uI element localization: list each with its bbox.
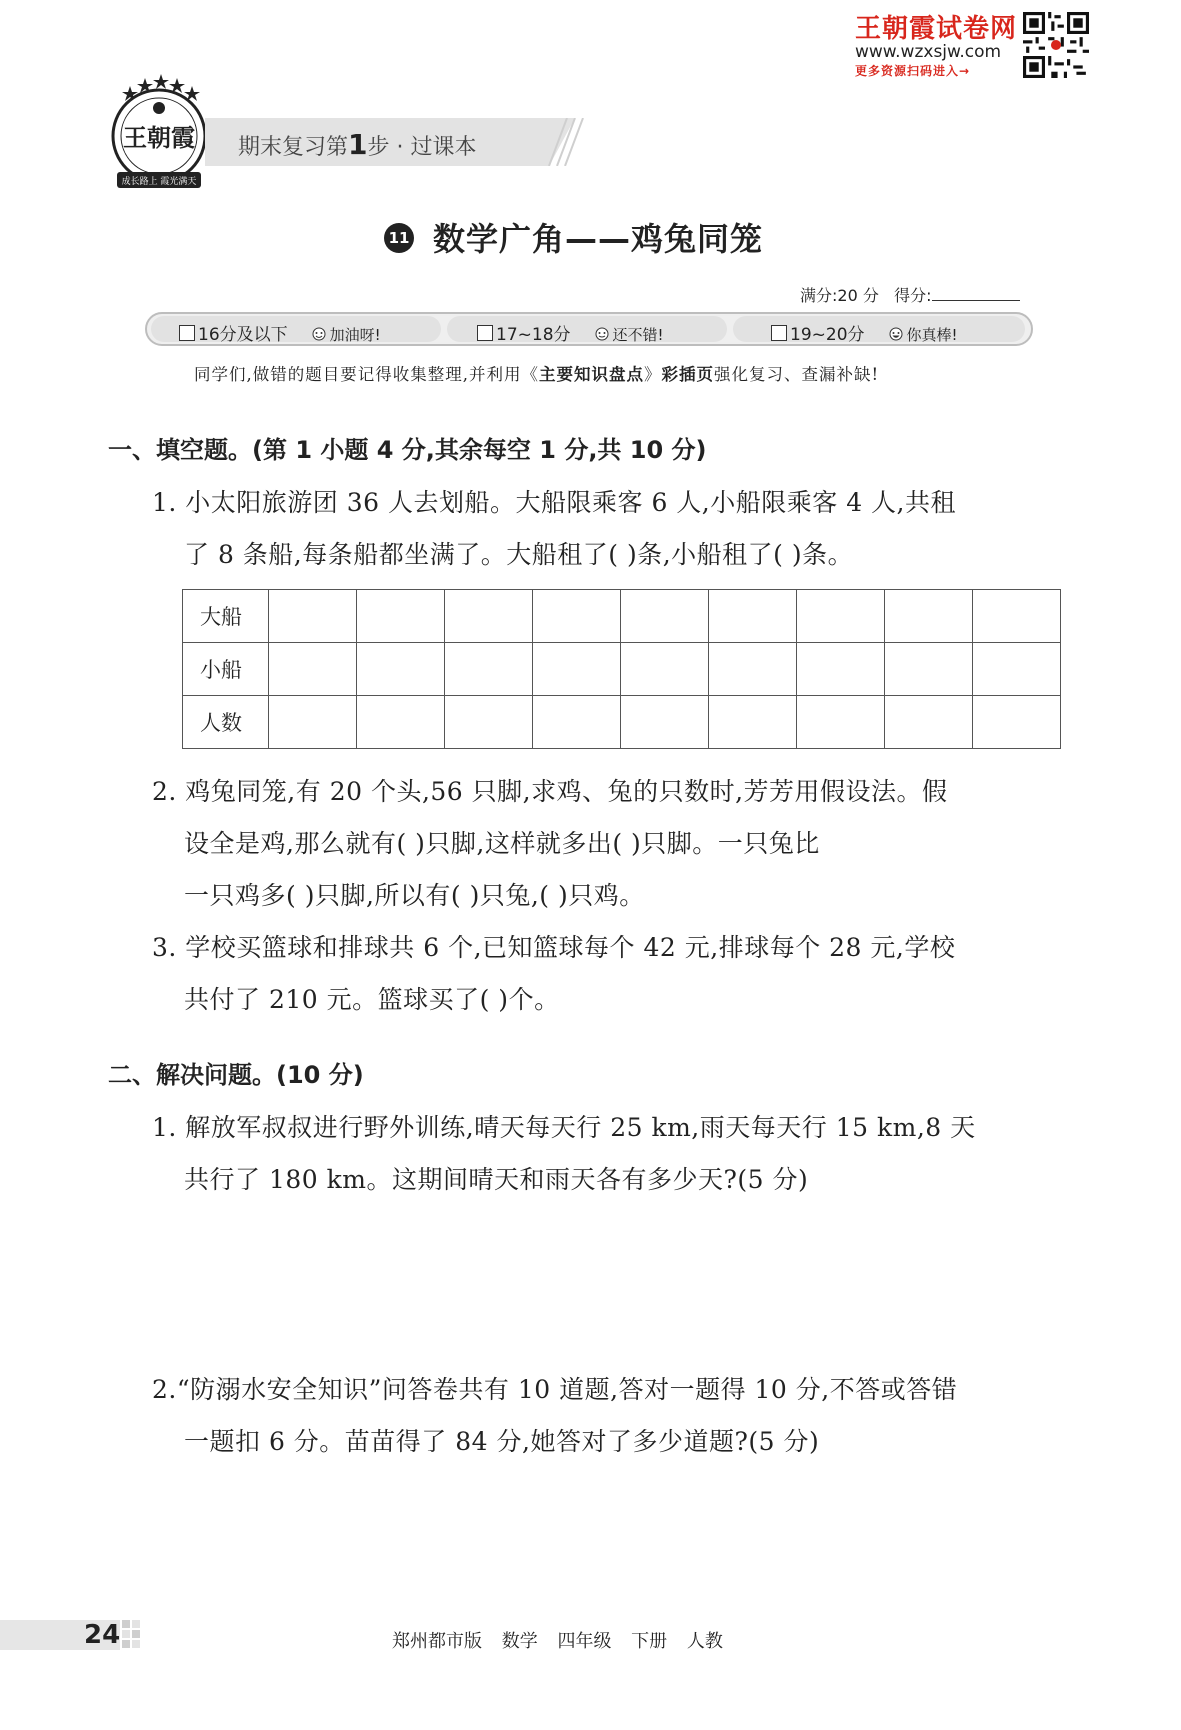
question-1-2-line2[interactable]: 设全是鸡,那么就有( )只脚,这样就多出( )只脚。一只兔比 bbox=[184, 829, 820, 858]
table-cell[interactable] bbox=[621, 590, 709, 643]
boat-table bbox=[182, 589, 1061, 749]
table-cell[interactable] bbox=[621, 643, 709, 696]
brand-url[interactable]: www.wzxsjw.com bbox=[855, 42, 1002, 62]
table-cell[interactable] bbox=[269, 643, 357, 696]
brand-slogan: 更多资源扫码进入→ bbox=[855, 64, 971, 78]
table-cell[interactable] bbox=[885, 590, 973, 643]
wangzhaoxia-logo bbox=[103, 72, 215, 200]
table-row bbox=[183, 696, 1061, 749]
brand-name: 王朝霞试卷网 bbox=[855, 14, 1018, 44]
review-note: 同学们,做错的题目要记得收集整理,并利用《主要知识盘点》彩插页强化复习、查漏补缺! bbox=[194, 365, 880, 384]
logo-name: 王朝霞 bbox=[123, 123, 195, 152]
question-2-1-line2: 共行了 180 km。这期间晴天和雨天各有多少天?(5 分) bbox=[184, 1165, 809, 1194]
table-cell[interactable] bbox=[885, 643, 973, 696]
table-row-label: 人数 bbox=[183, 696, 269, 749]
question-1-3-line1: 3. 学校买篮球和排球共 6 个,已知篮球每个 42 元,排球每个 28 元,学校 bbox=[152, 933, 956, 962]
page-corner-squares bbox=[122, 1620, 150, 1650]
smile-face-icon bbox=[593, 326, 611, 342]
table-cell[interactable] bbox=[445, 643, 533, 696]
table-cell[interactable] bbox=[797, 643, 885, 696]
score-label: 得分: bbox=[894, 286, 932, 305]
unit-number-badge: 11 bbox=[384, 223, 414, 253]
table-row-label: 大船 bbox=[183, 590, 269, 643]
question-1-1-line1: 1. 小太阳旅游团 36 人去划船。大船限乘客 6 人,小船限乘客 4 人,共租 bbox=[152, 488, 956, 517]
qr-code-icon[interactable] bbox=[1023, 12, 1089, 78]
happy-face-icon bbox=[887, 326, 905, 342]
step-banner-text: 期末复习第1步 · 过课本 bbox=[238, 128, 477, 161]
level-checkbox bbox=[179, 325, 195, 341]
page-number: 24 bbox=[84, 1620, 121, 1650]
cheer-face-icon bbox=[310, 326, 328, 342]
table-cell[interactable] bbox=[357, 643, 445, 696]
question-2-1-line1: 1. 解放军叔叔进行野外训练,晴天每天行 25 km,雨天每天行 15 km,8 天 bbox=[152, 1113, 976, 1142]
table-cell[interactable] bbox=[269, 590, 357, 643]
logo-motto: 成长路上 霞光满天 bbox=[121, 177, 197, 187]
table-cell[interactable] bbox=[709, 643, 797, 696]
table-cell[interactable] bbox=[445, 590, 533, 643]
score-blank[interactable] bbox=[932, 286, 1020, 301]
table-cell[interactable] bbox=[797, 590, 885, 643]
table-cell[interactable] bbox=[621, 696, 709, 749]
question-2-2-line1: 2.“防溺水安全知识”问答卷共有 10 道题,答对一题得 10 分,不答或答错 bbox=[152, 1375, 958, 1404]
table-cell[interactable] bbox=[445, 696, 533, 749]
level-checkbox bbox=[477, 325, 493, 341]
section-1-heading: 一、填空题。(第 1 小题 4 分,其余每空 1 分,共 10 分) bbox=[108, 436, 707, 464]
question-1-1-line2[interactable]: 了 8 条船,每条船都坐满了。大船租了( )条,小船租了( )条。 bbox=[184, 540, 854, 569]
table-cell[interactable] bbox=[533, 590, 621, 643]
level-high[interactable]: 19~20分 你真棒! bbox=[771, 320, 958, 345]
full-score: 满分:20 分 bbox=[800, 286, 879, 305]
table-row-label: 小船 bbox=[183, 643, 269, 696]
table-cell[interactable] bbox=[709, 590, 797, 643]
question-1-2-line3[interactable]: 一只鸡多( )只脚,所以有( )只兔,( )只鸡。 bbox=[184, 881, 645, 910]
table-cell[interactable] bbox=[973, 643, 1061, 696]
table-row bbox=[183, 590, 1061, 643]
section-2-heading: 二、解决问题。(10 分) bbox=[108, 1061, 364, 1089]
table-cell[interactable] bbox=[533, 696, 621, 749]
table-cell[interactable] bbox=[269, 696, 357, 749]
table-cell[interactable] bbox=[533, 643, 621, 696]
table-cell[interactable] bbox=[973, 590, 1061, 643]
page-title: 数学广角——鸡兔同笼 bbox=[433, 220, 764, 258]
score-line bbox=[800, 283, 1020, 306]
question-2-2-line2: 一题扣 6 分。苗苗得了 84 分,她答对了多少道题?(5 分) bbox=[184, 1427, 820, 1456]
level-low[interactable]: 16分及以下 加油呀! bbox=[179, 320, 381, 345]
question-1-2-line1: 2. 鸡兔同笼,有 20 个头,56 只脚,求鸡、兔的只数时,芳芳用假设法。假 bbox=[152, 777, 948, 806]
question-1-3-line2[interactable]: 共付了 210 元。篮球买了( )个。 bbox=[184, 985, 560, 1014]
level-checkbox bbox=[771, 325, 787, 341]
table-cell[interactable] bbox=[357, 696, 445, 749]
table-cell[interactable] bbox=[357, 590, 445, 643]
table-cell[interactable] bbox=[973, 696, 1061, 749]
table-row bbox=[183, 643, 1061, 696]
table-cell[interactable] bbox=[709, 696, 797, 749]
level-mid[interactable]: 17~18分 还不错! bbox=[477, 320, 664, 345]
footer-edition-info: 郑州都市版 数学 四年级 下册 人教 bbox=[392, 1631, 723, 1652]
table-cell[interactable] bbox=[797, 696, 885, 749]
level-bar bbox=[145, 312, 1033, 346]
table-cell[interactable] bbox=[885, 696, 973, 749]
banner-stripes bbox=[545, 118, 585, 166]
